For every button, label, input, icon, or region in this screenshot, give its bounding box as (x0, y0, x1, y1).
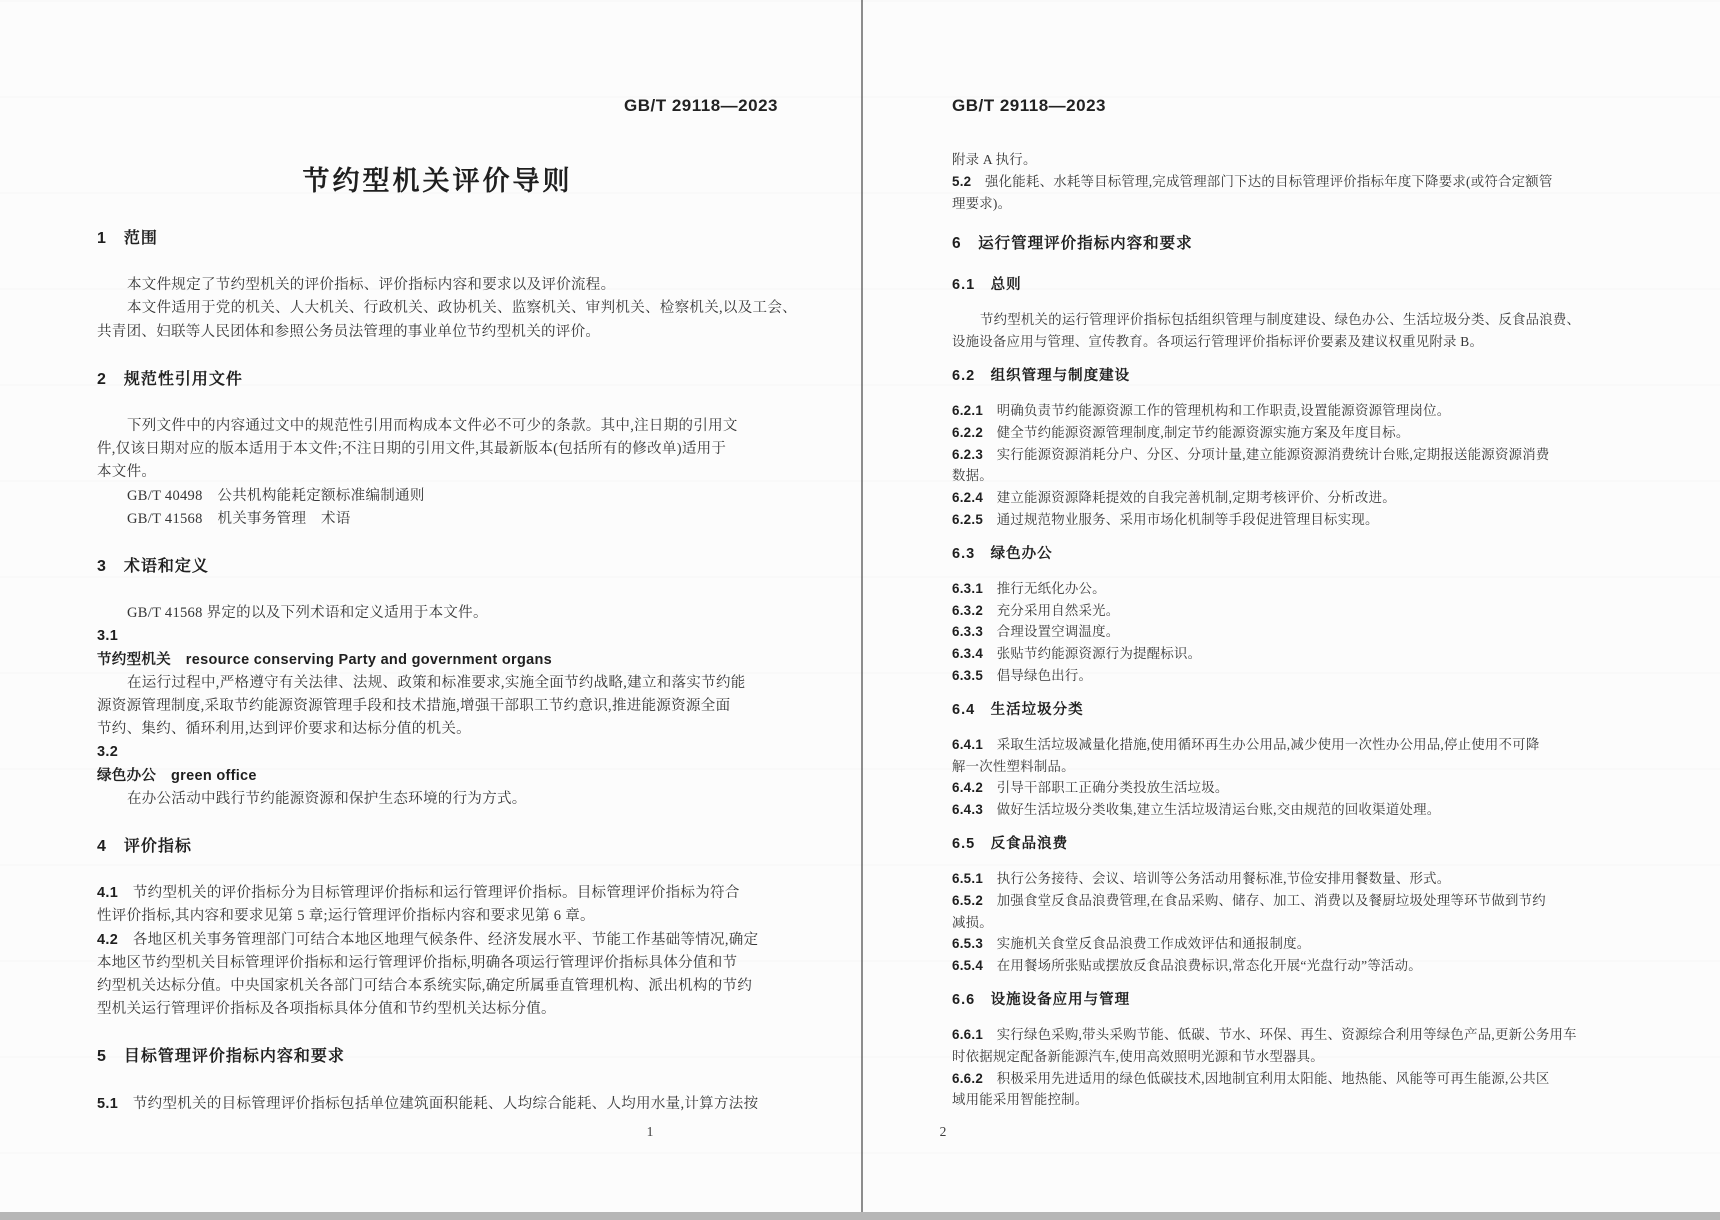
paragraph-line: GB/T 41568 界定的以及下列术语和定义适用于本文件。 (127, 605, 488, 622)
paragraph-line: 附录 A 执行。 (952, 152, 1037, 167)
paragraph-line: 6.4.3 做好生活垃圾分类收集,建立生活垃圾清运台账,交由规范的回收渠道处理。 (952, 802, 1441, 818)
paragraph-line: 6.3.3 合理设置空调温度。 (952, 624, 1120, 640)
page-2-number: 2 (939, 1124, 947, 1139)
paragraph-line: 约型机关达标分值。中央国家机关各部门可结合本系统实际,确定所属垂直管理机构、派出机构的节约 (97, 978, 753, 995)
paragraph-line: 6.2.5 通过规范物业服务、采用市场化机制等手段促进管理目标实现。 (952, 511, 1379, 527)
paragraph-line: 6.2.1 明确负责节约能源资源工作的管理机构和工作职责,设置能源资源管理岗位。 (952, 402, 1451, 418)
paragraph-line: 6.3.1 推行无纸化办公。 (952, 580, 1106, 596)
paragraph-line: 在运行过程中,严格遵守有关法律、法规、政策和标准要求,实施全面节约战略,建立和落实节约能 (127, 674, 746, 691)
paragraph-line: 本文件适用于党的机关、人大机关、行政机关、政协机关、监察机关、审判机关、检察机关,以及工会、 (127, 300, 797, 317)
paragraph-line: 5.2 强化能耗、水耗等目标管理,完成管理部门下达的目标管理评价指标年度下降要求(或符合定额管 (952, 173, 1553, 189)
clause-number: 6.4.1 (952, 736, 997, 752)
paragraph-line: GB/T 40498 公共机构能耗定额标准编制通则 (127, 487, 425, 504)
clause-number: 6.5.4 (952, 958, 997, 974)
paragraph-line: 6.3.5 倡导绿色出行。 (952, 667, 1093, 683)
clause-number: 5.1 (97, 1095, 133, 1112)
paragraph-line: 5.1 节约型机关的目标管理评价指标包括单位建筑面积能耗、人均综合能耗、人均用水量,计算方法按 (97, 1095, 759, 1112)
page-2-body (952, 149, 1620, 1111)
clause-number: 5.2 (952, 173, 986, 189)
subsection-heading: 6.1 总则 (952, 277, 1022, 294)
paragraph-line: 性评价指标,其内容和要求见第 5 章;运行管理评价指标内容和要求见第 6 章。 (97, 908, 595, 925)
paragraph-line: 节约、集约、循环利用,达到评价要求和达标分值的机关。 (97, 721, 471, 738)
paragraph-line: 6.4.2 引导干部职工正确分类投放生活垃圾。 (952, 780, 1229, 796)
clause-number: 4.1 (97, 885, 133, 902)
clause-number: 6.4.2 (952, 780, 997, 796)
subsection-heading: 6.5 反食品浪费 (952, 835, 1069, 852)
paragraph-line: 6.3.4 张贴节约能源资源行为提醒标识。 (952, 646, 1202, 662)
paragraph-line: 6.6.1 实行绿色采购,带头采购节能、低碳、节水、环保、再生、资源综合利用等绿色产品,更新公务用车 (952, 1026, 1577, 1042)
paragraph-line: 数据。 (952, 468, 993, 484)
paragraph-line: 源资源管理制度,采取节约能源资源管理手段和技术措施,增强干部职工节约意识,推进能源资源全面 (97, 698, 731, 715)
clause-number: 6.2.5 (952, 511, 997, 527)
page-2 (863, 0, 1720, 1212)
paragraph-line: 6.2.3 实行能源资源消耗分户、分区、分项计量,建立能源资源消费统计台账,定期报送能源资源消费 (952, 446, 1550, 462)
section-heading: 6 运行管理评价指标内容和要求 (952, 235, 1193, 253)
paragraph-line: 6.5.2 加强食堂反食品浪费管理,在食品采购、储存、加工、消费以及餐厨垃圾处理等环节做到节约 (952, 892, 1546, 908)
term-definition-line: 节约型机关 resource conserving Party and government organs (97, 651, 553, 668)
paragraph-line: 理要求)。 (952, 195, 1012, 211)
clause-number: 6.2.1 (952, 402, 997, 418)
paragraph-line: 6.2.4 建立能源资源降耗提效的自我完善机制,定期考核评价、分析改进。 (952, 490, 1396, 506)
clause-number: 6.5.3 (952, 936, 997, 952)
section-heading: 2 规范性引用文件 (97, 370, 243, 388)
paragraph-line: 6.4.1 采取生活垃圾减量化措施,使用循环再生办公用品,减少使用一次性办公用品,停止使用不可降 (952, 736, 1540, 752)
paragraph-line: 本文件规定了节约型机关的评价指标、评价指标内容和要求以及评价流程。 (127, 277, 616, 294)
clause-number: 6.2.2 (952, 424, 997, 440)
section-heading: 1 范围 (97, 230, 158, 247)
clause-number: 6.3.3 (952, 624, 997, 640)
paragraph-line: 本地区节约型机关目标管理评价指标和运行管理评价指标,明确各项运行管理评价指标具体分值和节 (97, 954, 738, 971)
paragraph-line: 共青团、妇联等人民团体和参照公务员法管理的事业单位节约型机关的评价。 (97, 323, 601, 340)
subsection-heading: 6.4 生活垃圾分类 (952, 701, 1084, 718)
clause-number: 6.2.4 (952, 490, 997, 506)
paragraph-line: 节约型机关的运行管理评价指标包括组织管理与制度建设、绿色办公、生活垃圾分类、反食品浪费、 (980, 312, 1581, 328)
paragraph-line: 6.2.2 健全节约能源资源管理制度,制定节约能源资源实施方案及年度目标。 (952, 424, 1410, 440)
clause-number: 6.3.2 (952, 602, 997, 618)
subsection-heading: 6.2 组织管理与制度建设 (952, 367, 1131, 384)
page-1-running-header: GB/T 29118—2023 (624, 96, 778, 115)
paragraph-line: 6.6.2 积极采用先进适用的绿色低碳技术,因地制宜利用太阳能、地热能、风能等可再生能源,公共区 (952, 1070, 1550, 1086)
clause-number: 6.2.3 (952, 446, 997, 462)
clause-number: 6.6.1 (952, 1026, 997, 1042)
section-heading: 3 术语和定义 (97, 558, 209, 576)
paragraph-line: 在办公活动中践行节约能源资源和保护生态环境的行为方式。 (127, 790, 527, 807)
section-heading: 5 目标管理评价指标内容和要求 (97, 1048, 345, 1066)
clause-number: 3.2 (97, 744, 119, 761)
paragraph-line: 时依据规定配备新能源汽车,使用高效照明光源和节水型器具。 (952, 1048, 1324, 1064)
page-1 (0, 0, 863, 1212)
paragraph-line: 解一次性塑料制品。 (952, 758, 1075, 774)
paragraph-line: 6.3.2 充分采用自然采光。 (952, 602, 1120, 618)
paragraph-line: 6.5.3 实施机关食堂反食品浪费工作成效评估和通报制度。 (952, 936, 1311, 952)
paragraph-line: 型机关运行管理评价指标及各项指标具体分值和节约型机关达标分值。 (97, 1001, 556, 1018)
paragraph-line: GB/T 41568 机关事务管理 术语 (127, 510, 351, 527)
paragraph-line: 域用能采用智能控制。 (952, 1092, 1089, 1108)
clause-number: 6.3.1 (952, 580, 997, 596)
paragraph-line: 4.2 各地区机关事务管理部门可结合本地区地理气候条件、经济发展水平、节能工作基础等情况,确定 (97, 931, 759, 948)
paragraph-line: 4.1 节约型机关的评价指标分为目标管理评价指标和运行管理评价指标。目标管理评价指标为符合 (97, 885, 740, 902)
paragraph-line: 6.5.4 在用餐场所张贴或摆放反食品浪费标识,常态化开展“光盘行动”等活动。 (952, 958, 1422, 974)
term-definition-line: 绿色办公 green office (97, 767, 257, 784)
scan-bottom-edge (0, 1212, 1720, 1220)
clause-number: 6.6.2 (952, 1070, 997, 1086)
paragraph-line: 本文件。 (97, 464, 157, 481)
paragraph-line: 减损。 (952, 914, 993, 930)
clause-number: 6.5.2 (952, 892, 997, 908)
subsection-heading: 6.6 设施设备应用与管理 (952, 991, 1131, 1008)
section-heading: 4 评价指标 (97, 838, 192, 856)
document-title: 节约型机关评价导则 (302, 166, 573, 196)
subsection-heading: 6.3 绿色办公 (952, 545, 1053, 562)
paragraph-line: 设施设备应用与管理、宣传教育。各项运行管理评价指标评价要素及建议权重见附录 B。 (952, 334, 1484, 350)
page-1-body (97, 227, 797, 1116)
clause-number: 6.5.1 (952, 870, 997, 886)
paragraph-line: 6.5.1 执行公务接待、会议、培训等公务活动用餐标准,节俭安排用餐数量、形式。 (952, 870, 1451, 886)
page-2-running-header: GB/T 29118—2023 (952, 96, 1106, 115)
clause-number: 3.1 (97, 628, 119, 645)
clause-number: 6.3.4 (952, 646, 997, 662)
clause-number: 4.2 (97, 931, 133, 948)
paragraph-line: 件,仅该日期对应的版本适用于本文件;不注日期的引用文件,其最新版本(包括所有的修改单)适用于 (97, 441, 727, 458)
clause-number: 6.3.5 (952, 667, 997, 683)
paragraph-line: 下列文件中的内容通过文中的规范性引用而构成本文件必不可少的条款。其中,注日期的引用文 (127, 418, 738, 435)
page-1-number: 1 (646, 1124, 654, 1139)
clause-number: 6.4.3 (952, 802, 997, 818)
